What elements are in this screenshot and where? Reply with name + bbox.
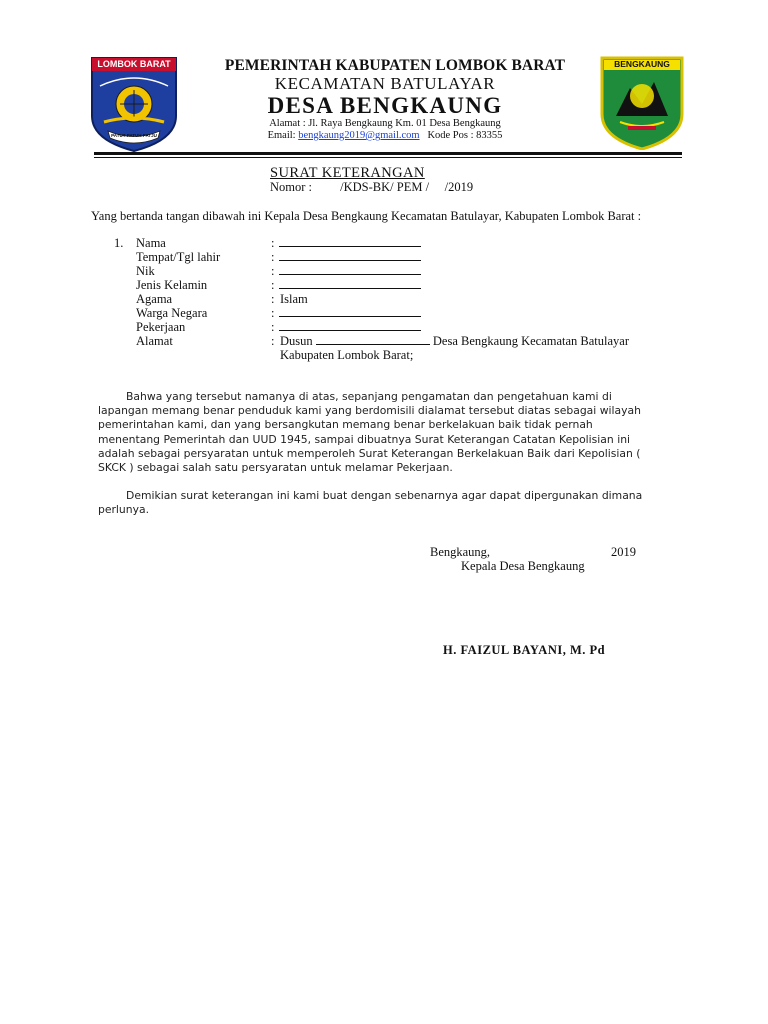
header-village: DESA BENGKAUNG	[267, 93, 503, 118]
body-paragraph-2: Demikian surat keterangan ini kami buat dengan sebenarnya agar dapat dipergunakan dimana perlunya.	[98, 489, 643, 517]
field-colon: :	[271, 306, 275, 320]
field-colon: :	[271, 250, 275, 264]
lombok-barat-logo-label: LOMBOK BARAT	[97, 59, 171, 69]
blank-line	[279, 306, 421, 317]
field-value-nik[interactable]	[279, 264, 421, 278]
letter-title: SURAT KETERANGAN	[270, 165, 425, 181]
field-label-ttl: Tempat/Tgl lahir	[136, 250, 221, 264]
field-colon: :	[271, 264, 275, 278]
lombok-barat-logo-motto: PATUT PATUH PATJU	[111, 133, 157, 138]
blank-line	[279, 320, 421, 331]
signature-year: 2019	[611, 545, 636, 559]
postal-code: Kode Pos : 83355	[427, 130, 503, 141]
signer-name: H. FAIZUL BAYANI, M. Pd	[443, 643, 606, 657]
field-colon: :	[271, 320, 275, 334]
item-number: 1.	[114, 236, 124, 250]
field-value-occupation[interactable]	[279, 320, 421, 334]
address-line2: Kabupaten Lombok Barat;	[280, 348, 414, 362]
header-address: Alamat : Jl. Raya Bengkaung Km. 01 Desa Bengkaung	[269, 118, 501, 129]
blank-line	[279, 250, 421, 261]
field-value-citizenship[interactable]	[279, 306, 421, 320]
field-value-address[interactable]	[280, 334, 629, 348]
header-contact	[200, 130, 570, 141]
field-value-gender[interactable]	[279, 278, 421, 292]
blank-line	[279, 236, 421, 247]
field-label-occupation: Pekerjaan	[136, 320, 186, 334]
field-label-address: Alamat	[136, 334, 173, 348]
field-label-citizenship: Warga Negara	[136, 306, 208, 320]
header-divider-thick	[94, 152, 682, 155]
header-district: KECAMATAN BATULAYAR	[274, 74, 496, 93]
header-government: PEMERINTAH KABUPATEN LOMBOK BARAT	[224, 57, 566, 74]
intro-text: Yang bertanda tangan dibawah ini Kepala Desa Bengkaung Kecamatan Batulayar, Kabupaten Lombok Barat :	[91, 209, 642, 223]
address-prefix: Dusun	[280, 334, 313, 348]
header-divider-thin	[94, 157, 682, 158]
email-link[interactable]: bengkaung2019@gmail.com	[298, 130, 420, 141]
blank-line	[279, 264, 421, 275]
email-label: Email:	[267, 130, 296, 141]
signature-place-date: Bengkaung,	[430, 545, 491, 559]
field-label-gender: Jenis Kelamin	[136, 278, 208, 292]
bengkaung-logo	[600, 56, 684, 150]
field-colon: :	[271, 292, 275, 306]
letter-number: Nomor : /KDS-BK/ PEM / /2019	[270, 180, 474, 194]
field-colon: :	[271, 334, 275, 348]
field-value-religion: Islam	[280, 292, 308, 306]
field-label-religion: Agama	[136, 292, 173, 306]
field-value-ttl[interactable]	[279, 250, 421, 264]
address-suffix: Desa Bengkaung Kecamatan Batulayar	[432, 334, 630, 348]
body-paragraph-1: Bahwa yang tersebut namanya di atas, sepanjang pengamatan dan pengetahuan kami di lapangan memang benar penduduk kami yang berdomisili dialamat tersebut diatas sebagai wilayah pemerintahan kami, dan yang bersangkutan memang benar berkelakuan baik tidak pernah menentang Pemerintah dan UUD 1945, sampai dibuatnya Surat Keterangan Catatan Kepolisian ini adalah sebagai persyaratan untuk memperoleh Surat Keterangan Berkelakuan Baik dari Kepolisian ( SKCK ) sebagai salah satu persyaratan untuk melamar Pekerjaan.	[98, 390, 642, 475]
field-colon: :	[271, 236, 275, 250]
blank-line	[316, 334, 430, 345]
field-label-nik: Nik	[136, 264, 155, 278]
field-label-nama: Nama	[136, 236, 166, 250]
bengkaung-logo-label: BENGKAUNG	[614, 59, 670, 69]
blank-line	[279, 278, 421, 289]
signature-title: Kepala Desa Bengkaung	[461, 559, 585, 573]
lombok-barat-logo	[90, 56, 178, 152]
field-value-nama[interactable]	[279, 236, 421, 250]
field-colon: :	[271, 278, 275, 292]
